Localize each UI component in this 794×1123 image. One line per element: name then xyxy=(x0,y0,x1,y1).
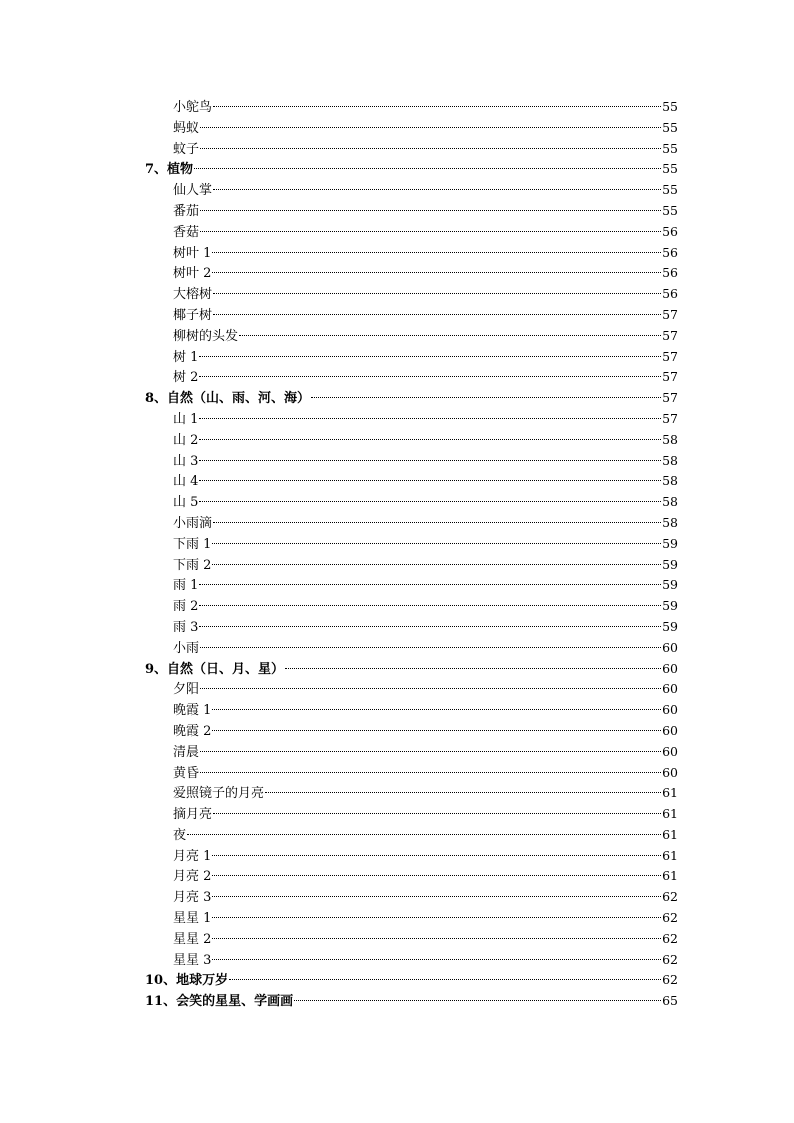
toc-entry[interactable] xyxy=(145,451,678,472)
dot-leader xyxy=(199,605,661,606)
toc-entry[interactable] xyxy=(145,742,678,763)
dot-leader xyxy=(212,272,661,273)
toc-entry-title: 11、会笑的星星、学画画 xyxy=(145,994,294,1010)
toc-entry-title: 蚂蚁 xyxy=(173,120,200,136)
toc-entry-page-number: 55 xyxy=(662,140,678,156)
toc-entry-page-number: 55 xyxy=(662,182,678,198)
dot-leader xyxy=(212,564,661,565)
toc-entry-title: 番茄 xyxy=(173,203,200,219)
toc-entry[interactable] xyxy=(145,679,678,700)
toc-entry-page-number: 62 xyxy=(662,889,678,905)
toc-entry-title: 雨 1 xyxy=(173,578,199,594)
dot-leader xyxy=(199,376,661,377)
toc-entry-page-number: 58 xyxy=(662,452,678,468)
toc-entry[interactable] xyxy=(145,950,678,971)
toc-entry-title: 爱照镜子的月亮 xyxy=(173,786,265,802)
toc-entry[interactable] xyxy=(145,700,678,721)
toc-entry-title: 月亮 1 xyxy=(173,848,212,864)
toc-entry[interactable] xyxy=(145,367,678,388)
dot-leader xyxy=(213,106,661,107)
dot-leader xyxy=(229,979,661,980)
dot-leader xyxy=(265,792,661,793)
dot-leader xyxy=(200,231,661,232)
toc-entry[interactable] xyxy=(145,866,678,887)
toc-entry[interactable] xyxy=(145,846,678,867)
toc-entry-title: 蚊子 xyxy=(173,141,200,157)
dot-leader xyxy=(294,1000,661,1001)
toc-entry-page-number: 57 xyxy=(662,390,678,406)
toc-entry[interactable] xyxy=(145,492,678,513)
dot-leader xyxy=(200,688,661,689)
toc-entry[interactable] xyxy=(145,305,678,326)
toc-entry-page-number: 61 xyxy=(662,785,678,801)
toc-entry-page-number: 62 xyxy=(662,910,678,926)
dot-leader xyxy=(239,335,661,336)
toc-entry-page-number: 62 xyxy=(662,951,678,967)
toc-entry-title: 仙人掌 xyxy=(173,183,213,199)
dot-leader xyxy=(213,522,661,523)
toc-entry-title: 月亮 3 xyxy=(173,890,212,906)
dot-leader xyxy=(213,189,661,190)
toc-entry-title: 10、地球万岁 xyxy=(145,973,229,989)
toc-entry-title: 山 1 xyxy=(173,411,199,427)
toc-entry[interactable] xyxy=(145,908,678,929)
toc-entry[interactable] xyxy=(145,721,678,742)
toc-entry-title: 8、自然（山、雨、河、海） xyxy=(145,391,311,407)
toc-entry-page-number: 58 xyxy=(662,431,678,447)
toc-entry-page-number: 60 xyxy=(662,743,678,759)
toc-entry-title: 星星 2 xyxy=(173,931,212,947)
dot-leader xyxy=(212,855,661,856)
toc-entry-title: 晚霞 1 xyxy=(173,703,212,719)
toc-entry-title: 树 2 xyxy=(173,370,199,386)
dot-leader xyxy=(199,626,661,627)
toc-entry-title: 小雨滴 xyxy=(173,515,213,531)
toc-entry-title: 7、植物 xyxy=(145,162,194,178)
toc-entry-title: 小鸵鸟 xyxy=(173,100,213,115)
toc-entry-page-number: 61 xyxy=(662,847,678,863)
toc-entry-title: 晚霞 2 xyxy=(173,723,212,739)
toc-entry-page-number: 56 xyxy=(662,244,678,260)
toc-entry-page-number: 55 xyxy=(662,161,678,177)
toc-entry-title: 黄昏 xyxy=(173,765,200,781)
dot-leader xyxy=(212,959,661,960)
toc-entry[interactable] xyxy=(145,284,678,305)
toc-entry[interactable] xyxy=(145,783,678,804)
toc-entry-page-number: 59 xyxy=(662,535,678,551)
toc-entry-page-number: 61 xyxy=(662,868,678,884)
toc-entry-title: 柳树的头发 xyxy=(173,328,239,344)
toc-entry-title: 摘月亮 xyxy=(173,807,213,823)
toc-entry[interactable] xyxy=(145,534,678,555)
dot-leader xyxy=(212,896,661,897)
dot-leader xyxy=(199,418,661,419)
toc-entry[interactable] xyxy=(145,263,678,284)
toc-entry-page-number: 62 xyxy=(662,930,678,946)
toc-entry[interactable] xyxy=(145,97,678,118)
toc-entry-title: 树 1 xyxy=(173,349,199,365)
dot-leader xyxy=(200,751,661,752)
dot-leader xyxy=(199,460,661,461)
dot-leader xyxy=(212,709,661,710)
dot-leader xyxy=(213,813,661,814)
toc-section-entry[interactable] xyxy=(145,970,678,991)
toc-section-entry[interactable] xyxy=(145,659,678,680)
dot-leader xyxy=(187,834,661,835)
toc-entry-title: 夜 xyxy=(173,827,187,843)
dot-leader xyxy=(199,584,661,585)
dot-leader xyxy=(199,356,661,357)
toc-entry-page-number: 57 xyxy=(662,369,678,385)
toc-entry[interactable] xyxy=(145,929,678,950)
dot-leader xyxy=(212,543,661,544)
toc-entry-page-number: 65 xyxy=(662,993,678,1009)
dot-leader xyxy=(200,210,661,211)
dot-leader xyxy=(213,314,661,315)
toc-entry-title: 月亮 2 xyxy=(173,869,212,885)
toc-entry-title: 小雨 xyxy=(173,640,200,656)
toc-entry-title: 香菇 xyxy=(173,224,200,240)
toc-entry-title: 星星 1 xyxy=(173,911,212,927)
toc-entry-title: 清晨 xyxy=(173,744,200,760)
toc-entry[interactable] xyxy=(145,617,678,638)
toc-entry-page-number: 56 xyxy=(662,286,678,302)
toc-entry-title: 星星 3 xyxy=(173,952,212,968)
toc-entry-title: 夕阳 xyxy=(173,682,200,698)
toc-entry-page-number: 58 xyxy=(662,494,678,510)
dot-leader xyxy=(200,148,661,149)
toc-entry-page-number: 60 xyxy=(662,702,678,718)
dot-leader xyxy=(200,127,661,128)
dot-leader xyxy=(199,480,661,481)
toc-entry-page-number: 61 xyxy=(662,826,678,842)
toc-entry-title: 雨 2 xyxy=(173,599,199,615)
dot-leader xyxy=(311,397,661,398)
toc-entry-title: 山 3 xyxy=(173,453,199,469)
toc-entry-title: 下雨 2 xyxy=(173,557,212,573)
toc-entry-title: 树叶 2 xyxy=(173,266,212,282)
toc-entry-page-number: 62 xyxy=(662,972,678,988)
toc-entry[interactable] xyxy=(145,430,678,451)
dot-leader xyxy=(212,875,661,876)
toc-entry-page-number: 56 xyxy=(662,223,678,239)
dot-leader xyxy=(212,730,661,731)
toc-entry[interactable] xyxy=(145,243,678,264)
toc-entry-title: 山 4 xyxy=(173,474,199,490)
toc-entry[interactable] xyxy=(145,638,678,659)
dot-leader xyxy=(212,252,661,253)
dot-leader xyxy=(212,917,661,918)
toc-entry[interactable] xyxy=(145,201,678,222)
dot-leader xyxy=(285,668,661,669)
toc-entry-page-number: 56 xyxy=(662,265,678,281)
toc-entry-title: 9、自然（日、月、星） xyxy=(145,661,285,677)
toc-entry[interactable] xyxy=(145,825,678,846)
toc-entry-title: 山 2 xyxy=(173,432,199,448)
toc-entry[interactable] xyxy=(145,471,678,492)
toc-entry-page-number: 57 xyxy=(662,348,678,364)
dot-leader xyxy=(200,772,661,773)
toc-entry-title: 椰子树 xyxy=(173,307,213,323)
dot-leader xyxy=(199,439,661,440)
toc-section-entry[interactable] xyxy=(145,991,678,1012)
toc-entry[interactable] xyxy=(145,180,678,201)
toc-section-entry[interactable] xyxy=(145,159,678,180)
toc-entry-title: 大榕树 xyxy=(173,287,213,303)
toc-entry[interactable] xyxy=(145,575,678,596)
toc-entry[interactable] xyxy=(145,804,678,825)
toc-entry[interactable] xyxy=(145,326,678,347)
toc-entry-page-number: 60 xyxy=(662,681,678,697)
toc-entry-page-number: 60 xyxy=(662,764,678,780)
toc-entry-page-number: 59 xyxy=(662,556,678,572)
toc-entry-page-number: 60 xyxy=(662,639,678,655)
toc-entry-page-number: 58 xyxy=(662,514,678,530)
dot-leader xyxy=(212,938,661,939)
toc-entry-page-number: 59 xyxy=(662,577,678,593)
toc-entry-page-number: 57 xyxy=(662,306,678,322)
dot-leader xyxy=(199,501,661,502)
toc-entry-title: 下雨 1 xyxy=(173,536,212,552)
toc-entry[interactable] xyxy=(145,596,678,617)
toc-entry-title: 雨 3 xyxy=(173,619,199,635)
dot-leader xyxy=(200,647,661,648)
dot-leader xyxy=(194,168,661,169)
toc-entry[interactable] xyxy=(145,139,678,160)
toc-entry-page-number: 60 xyxy=(662,722,678,738)
toc-entry-page-number: 59 xyxy=(662,618,678,634)
toc-entry-page-number: 61 xyxy=(662,806,678,822)
toc-entry-page-number: 55 xyxy=(662,119,678,135)
toc-entry-page-number: 55 xyxy=(662,99,678,114)
toc-entry-page-number: 57 xyxy=(662,410,678,426)
toc-entry[interactable] xyxy=(145,118,678,139)
dot-leader xyxy=(213,293,661,294)
toc-entry[interactable] xyxy=(145,222,678,243)
toc-entry-page-number: 55 xyxy=(662,202,678,218)
toc-section-entry[interactable] xyxy=(145,388,678,409)
toc-entry[interactable] xyxy=(145,513,678,534)
toc-entry[interactable] xyxy=(145,763,678,784)
toc-entry[interactable] xyxy=(145,555,678,576)
toc-entry[interactable] xyxy=(145,347,678,368)
toc-entry-page-number: 57 xyxy=(662,327,678,343)
toc-entry-page-number: 58 xyxy=(662,473,678,489)
toc-entry[interactable] xyxy=(145,887,678,908)
toc-entry-page-number: 59 xyxy=(662,598,678,614)
toc-entry-title: 树叶 1 xyxy=(173,245,212,261)
toc-entry-title: 山 5 xyxy=(173,495,199,511)
toc-entry[interactable] xyxy=(145,409,678,430)
table-of-contents xyxy=(145,97,678,1012)
toc-entry-page-number: 60 xyxy=(662,660,678,676)
